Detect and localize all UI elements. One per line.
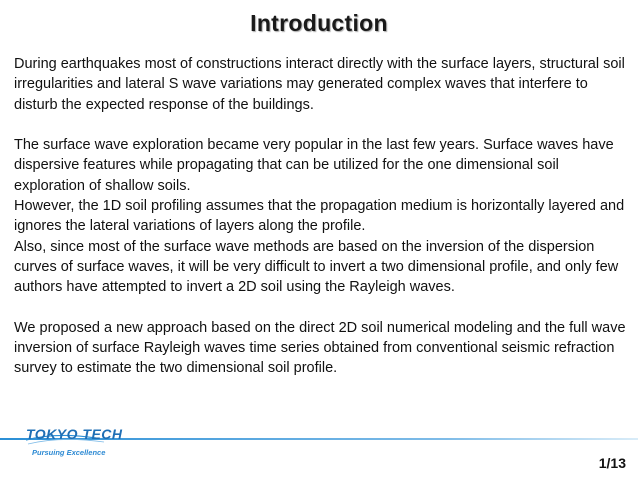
sentence: The surface wave exploration became very popular in the last few years. Surface waves have dispersive features while propagating that can be utilized for the one dimensional soil exploration of shallow soils. [14,137,614,194]
sentence: Also, since most of the surface wave methods are based on the inversion of the dispersion curves of surface waves, it will be very difficult to invert a two dimensional profile, and only few authors have attempted to invert a 2D soil using the Rayleigh waves. [14,238,619,296]
paragraph-surface-wave [14,135,626,297]
page-number: 1/13 [598,455,626,471]
logo-text: TOKYO TECH [26,426,123,442]
slide-body [14,54,626,379]
slide-title: Introduction [250,10,388,36]
sentence: During earthquakes most of constructions interact directly with the surface layers, structural soil irregularities and lateral S wave variations may generated complex waves that interfere to disturb the expected response of the buildings. [14,56,625,113]
sentence: We proposed a new approach based on the direct 2D soil numerical modeling and the full wave inversion of surface Rayleigh waves time series obtained from conventional seismic refraction survey to estimate the two dimensional soil profile. [14,319,626,377]
tokyo-tech-logo [26,426,136,466]
sentence: However, the 1D soil profiling assumes that the propagation medium is horizontally layered and ignores the lateral variations of layers along the profile. [14,198,625,235]
logo-tagline: Pursuing Excellence [32,448,106,457]
paragraph-proposed-approach [14,318,626,379]
paragraph-earthquake-intro [14,54,626,115]
